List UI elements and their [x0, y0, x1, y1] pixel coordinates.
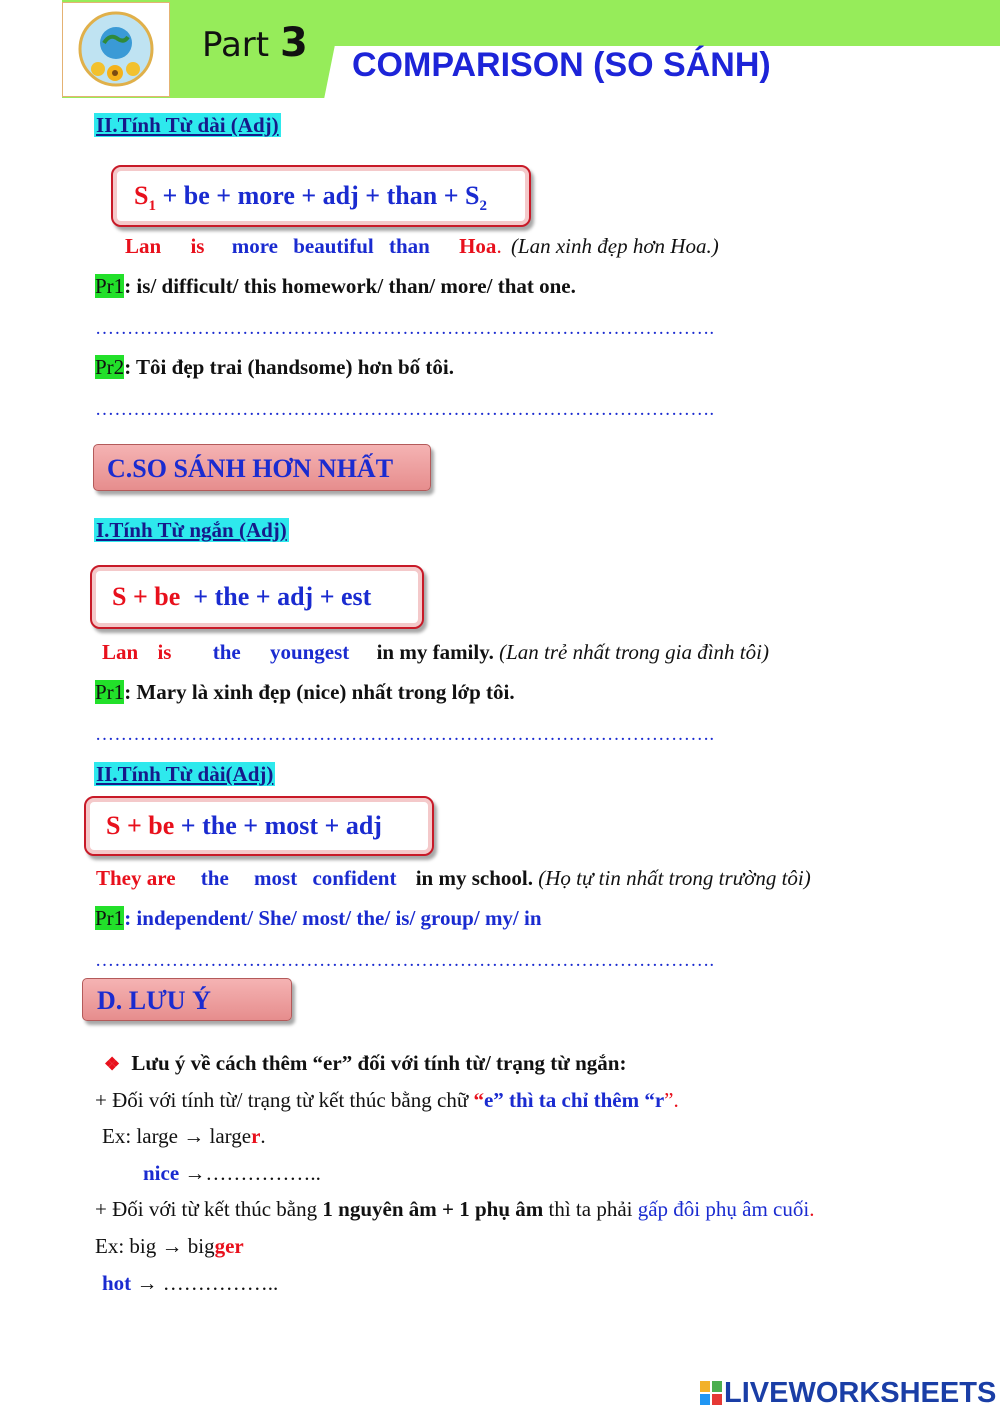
page-title: COMPARISON (SO SÁNH)	[352, 46, 771, 84]
notes-example2: Ex: big → bigger	[95, 1234, 244, 1258]
notes-rule1: + Đối với tính từ/ trạng từ kết thúc bằng chữ “e” thì ta chỉ thêm “r”.	[95, 1088, 679, 1112]
footer-brand: LIVEWORKSHEETS	[700, 1377, 996, 1410]
answer-line-pr1-superlative-short[interactable]: …………………………………………………………………………………….	[95, 724, 715, 745]
globe-logo-icon	[63, 3, 169, 96]
part-number: 3	[279, 20, 308, 66]
formula-superlative-long: S + be + the + most + adj	[106, 811, 382, 840]
notes-bullet: ❖ Lưu ý về cách thêm “er” đối với tính từ/ trạng từ ngắn:	[104, 1051, 627, 1075]
pr1-tag: Pr1	[95, 680, 125, 704]
heading-long-adj-superlative: II.Tính Từ dài(Adj)	[96, 762, 274, 786]
logo	[62, 2, 170, 97]
diamond-bullet-icon: ❖	[104, 1054, 121, 1074]
section-notes-label: D. LƯU Ý	[97, 986, 211, 1015]
heading-short-adj-superlative: I.Tính Từ ngắn (Adj)	[96, 518, 287, 542]
section-superlative-label: C.SO SÁNH HƠN NHẤT	[107, 454, 394, 483]
example-superlative-short: Lan is the youngest in my family. (Lan trẻ nhất trong gia đình tôi)	[102, 640, 769, 664]
formula-superlative-short: S + be + the + adj + est	[112, 582, 372, 611]
notes-rule2: + Đối với từ kết thúc bằng 1 nguyên âm + 1 phụ âm thì ta phải gấp đôi phụ âm cuối.	[95, 1197, 815, 1221]
notes-task2[interactable]: hot → ……………..	[102, 1271, 279, 1295]
exercise-pr2-comparative: Pr2: Tôi đẹp trai (handsome) hơn bố tôi.	[95, 355, 454, 379]
formula-comparative: $S_1$ + be + more + adj + than + $S_2$	[134, 181, 487, 215]
exercise-pr1-comparative: Pr1: is/ difficult/ this homework/ than/ more/ that one.	[95, 274, 576, 298]
example-superlative-long: They are the most confident in my school. (Họ tự tin nhất trong trường tôi)	[96, 866, 811, 890]
part-label: Part 3	[202, 20, 308, 66]
notes-task1[interactable]: nice →……………..	[143, 1161, 321, 1185]
answer-line-pr2-comparative[interactable]: …………………………………………………………………………………….	[95, 399, 715, 420]
pr2-tag: Pr2	[95, 355, 125, 379]
exercise-pr1-superlative-long: Pr1: independent/ She/ most/ the/ is/ group/ my/ in	[95, 906, 542, 930]
pr1-tag: Pr1	[95, 906, 125, 930]
example-comparative: Lan is more beautiful than Hoa. (Lan xinh đẹp hơn Hoa.)	[125, 234, 719, 258]
exercise-pr1-superlative-short: Pr1: Mary là xinh đẹp (nice) nhất trong lớp tôi.	[95, 680, 515, 704]
liveworksheets-logo-icon	[700, 1380, 722, 1404]
answer-line-pr1-comparative[interactable]: …………………………………………………………………………………….	[95, 318, 715, 339]
notes-example1: Ex: large → larger.	[102, 1124, 266, 1148]
heading-long-adj-comparative: II.Tính Từ dài (Adj)	[96, 113, 279, 137]
pr1-tag: Pr1	[95, 274, 125, 298]
answer-line-pr1-superlative-long[interactable]: …………………………………………………………………………………….	[95, 950, 715, 971]
